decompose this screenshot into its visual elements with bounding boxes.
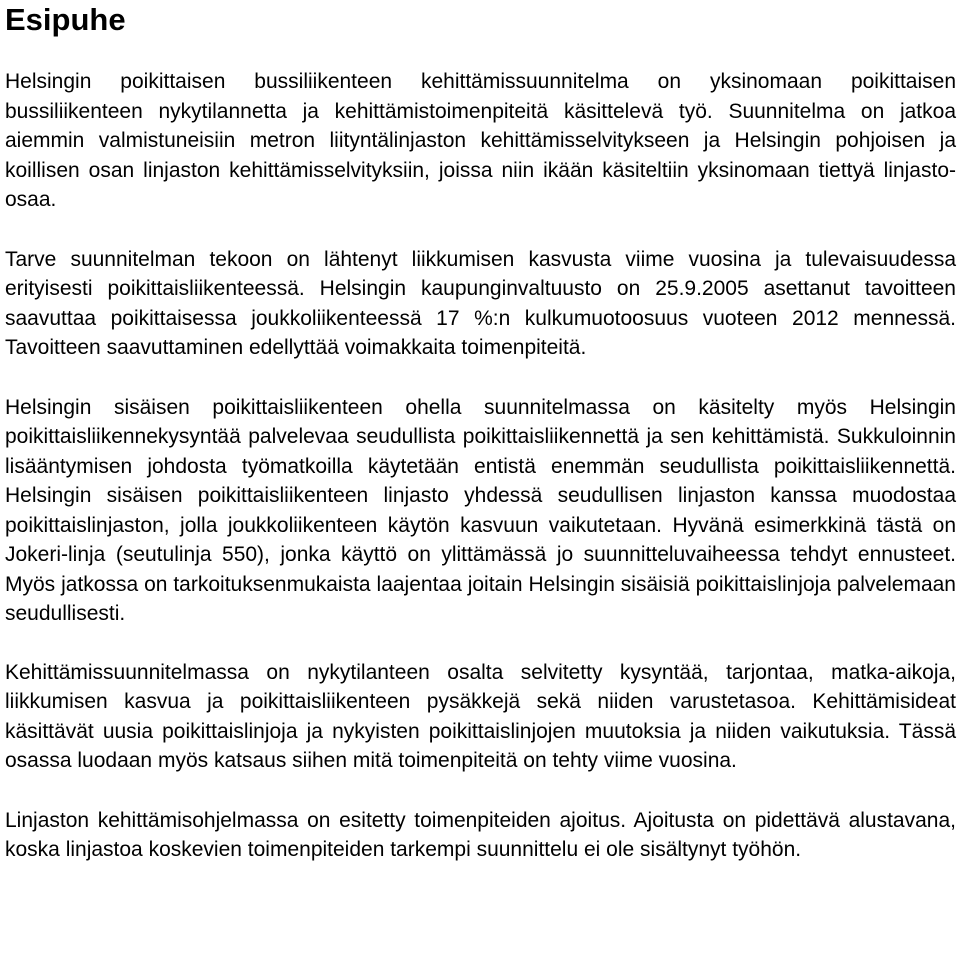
paragraph-5: Linjaston kehittämisohjelmassa on esitetty toimenpiteiden ajoitus. Ajoitusta on pidettävä alustavana, koska linjastoa koskevien toimenpiteiden tarkempi suunnittelu ei ole sisältynyt työhön.: [5, 808, 956, 861]
preface-body: [5, 67, 956, 865]
paragraph-3: Helsingin sisäisen poikittaisliikenteen ohella suunnitelmassa on käsitelty myös Helsingin poikittaisliikennekysyntää palvelevaa seudullista poikittaisliikennettä ja sen kehittämistä. Sukkuloinnin lisääntymisen johdosta työmatkoilla käytetään entistä enemmän seudullista poikittaisliikennettä. Helsingin sisäisen poikittaisliikenteen linjasto yhdessä seudullisen linjaston kanssa muodostaa poikittaislinjaston, jolla joukkoliikenteen käytön kasvuun vaikutetaan. Hyvänä esimerkkinä tästä on Jokeri-linja (seutulinja 550), jonka käyttö on ylittämässä jo suunnitteluvaiheessa tehdyt ennusteet. Myös jatkossa on tarkoituksenmukaista laajentaa joitain Helsingin sisäisiä poikittaislinjoja palvelemaan seudullisesti.: [5, 395, 956, 625]
paragraph-4: Kehittämissuunnitelmassa on nykytilanteen osalta selvitetty kysyntää, tarjontaa, matka-aikoja, liikkumisen kasvua ja poikittaisliikenteen pysäkkejä sekä niiden varustetasoa. Kehittämisideat käsittävät uusia poikittaislinjoja ja nykyisten poikittaislinjojen muutoksia ja niiden vaikutuksia. Tässä osassa luodaan myös katsaus siihen mitä toimenpiteitä on tehty viime vuosina.: [5, 660, 956, 772]
paragraph-1: Helsingin poikittaisen bussiliikenteen kehittämissuunnitelma on yksinomaan poikittaisen bussiliikenteen nykytilannetta ja kehittämistoimenpiteitä käsittelevä työ. Suunnitelma on jatkoa aiemmin valmistuneisiin metron liityntälinjaston kehittämisselvitykseen ja Helsingin pohjoisen ja koillisen osan linjaston kehittämisselvityksiin, joissa niin ikään käsiteltiin yksinomaan tiettyä linjasto-osaa.: [5, 70, 956, 211]
paragraph-2: Tarve suunnitelman tekoon on lähtenyt liikkumisen kasvusta viime vuosina ja tulevaisuudessa erityisesti poikittaisliikenteessä. Helsingin kaupunginvaltuusto on 25.9.2005 asettanut tavoitteen saavuttaa poikittaisessa joukkoliikenteessä 17 %:n kulkumuotoosuus vuoteen 2012 mennessä. Tavoitteen saavuttaminen edellyttää voimakkaita toimenpiteitä.: [5, 247, 956, 359]
page-title: Esipuhe: [5, 2, 126, 37]
document-page: [5, 0, 956, 895]
